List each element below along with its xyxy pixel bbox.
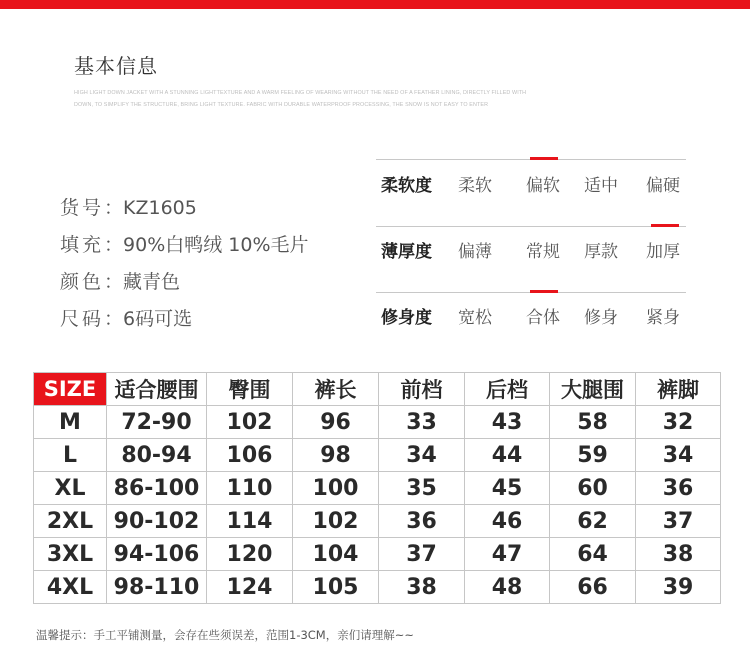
info-value: 90%白鸭绒 10%毛片 [123,234,309,256]
english-description: HIGH LIGHT DOWN JACKET WITH A STUNNING LIGHTTEXTURE AND A WARM FEELING OF WEARING WITHOUT THE NEED OF A FEATHER LINING, DIRECTLY FILLED WITH DOWN, TO SIMPLIFY THE STRUCTURE, BRING LIGHT TEXTURE. FABRIC WITH DURABLE WATERPROOF PROCESSING, THE SNOW IS NOT EASY TO ENTER [74,90,527,108]
table-cell: 124 [207,571,293,604]
table-cell: 43 [465,406,550,439]
table-row [34,571,721,604]
table-cell: 32 [636,406,721,439]
table-cell: 37 [379,538,465,571]
table-cell: 100 [293,472,379,505]
scale-marker-thickness [651,224,679,227]
scale-marker-softness [530,157,558,160]
table-cell: 38 [379,571,465,604]
scale-name: 柔软度 [381,176,432,196]
table-cell: 34 [379,439,465,472]
column-header-length: 裤长 [293,373,379,406]
product-info [60,193,309,341]
info-label: 尺码 [60,308,105,330]
info-separator: ： [104,271,124,293]
table-cell: M [34,406,107,439]
scale-option: 常规 [526,242,560,262]
scale-option: 合体 [526,308,560,328]
table-cell: 46 [465,505,550,538]
info-label: 填充 [60,234,105,256]
scale-option: 偏软 [526,176,560,196]
table-cell: 90-102 [107,505,207,538]
table-cell: 36 [379,505,465,538]
scale-name: 薄厚度 [381,242,432,262]
table-cell: 48 [465,571,550,604]
column-header-back-rise: 后档 [465,373,550,406]
table-row [34,439,721,472]
table-cell: 110 [207,472,293,505]
table-row [34,505,721,538]
size-chart-table [33,372,721,604]
table-cell: 105 [293,571,379,604]
table-cell: 80-94 [107,439,207,472]
column-header-hip: 臀围 [207,373,293,406]
table-cell: 4XL [34,571,107,604]
table-cell: 64 [550,538,636,571]
table-header-row [34,373,721,406]
scale-option: 加厚 [646,242,680,262]
scale-option: 修身 [584,308,618,328]
table-cell: 98 [293,439,379,472]
table-row [34,406,721,439]
table-cell: 34 [636,439,721,472]
table-cell: 45 [465,472,550,505]
scale-option: 偏硬 [646,176,680,196]
table-cell: 38 [636,538,721,571]
table-cell: 98-110 [107,571,207,604]
scale-option: 紧身 [646,308,680,328]
table-cell: 102 [293,505,379,538]
info-item-color [60,267,309,304]
table-cell: 39 [636,571,721,604]
table-cell: 114 [207,505,293,538]
table-cell: 58 [550,406,636,439]
table-cell: 3XL [34,538,107,571]
scale-marker-fit [530,290,558,293]
info-separator: ： [104,308,124,330]
column-header-thigh: 大腿围 [550,373,636,406]
table-cell: 72-90 [107,406,207,439]
table-cell: 94-106 [107,538,207,571]
info-label: 货号 [60,197,105,219]
table-cell: 102 [207,406,293,439]
table-cell: L [34,439,107,472]
scale-option: 适中 [584,176,618,196]
info-value: 6码可选 [123,308,193,330]
info-label: 颜色 [60,271,105,293]
scale-line-thickness [376,226,686,227]
column-header-hem: 裤脚 [636,373,721,406]
info-separator: ： [104,197,124,219]
table-cell: 47 [465,538,550,571]
info-item-sku [60,193,309,230]
column-header-front-rise: 前档 [379,373,465,406]
column-header-waist: 适合腰围 [107,373,207,406]
table-cell: 2XL [34,505,107,538]
scale-option: 偏薄 [458,242,492,262]
info-separator: ： [104,234,124,256]
scale-option: 厚款 [584,242,618,262]
measurement-note: 温馨提示：手工平铺测量，会存在些须误差，范围1-3CM，亲们请理解~~ [36,628,415,642]
info-item-size [60,304,309,341]
info-value: KZ1605 [123,197,197,219]
table-cell: 33 [379,406,465,439]
scale-option: 柔软 [458,176,492,196]
table-cell: 96 [293,406,379,439]
table-row [34,472,721,505]
top-accent-bar [0,0,750,9]
scale-name: 修身度 [381,308,432,328]
table-cell: 106 [207,439,293,472]
section-title: 基本信息 [74,54,158,78]
table-cell: 59 [550,439,636,472]
table-cell: 120 [207,538,293,571]
table-cell: 36 [636,472,721,505]
table-cell: 60 [550,472,636,505]
table-cell: 35 [379,472,465,505]
scale-option: 宽松 [458,308,492,328]
column-header-size: SIZE [34,373,107,406]
table-cell: XL [34,472,107,505]
table-cell: 62 [550,505,636,538]
table-cell: 37 [636,505,721,538]
info-item-filling [60,230,309,267]
table-cell: 104 [293,538,379,571]
table-cell: 86-100 [107,472,207,505]
table-cell: 44 [465,439,550,472]
table-row [34,538,721,571]
info-value: 藏青色 [123,271,181,293]
table-cell: 66 [550,571,636,604]
